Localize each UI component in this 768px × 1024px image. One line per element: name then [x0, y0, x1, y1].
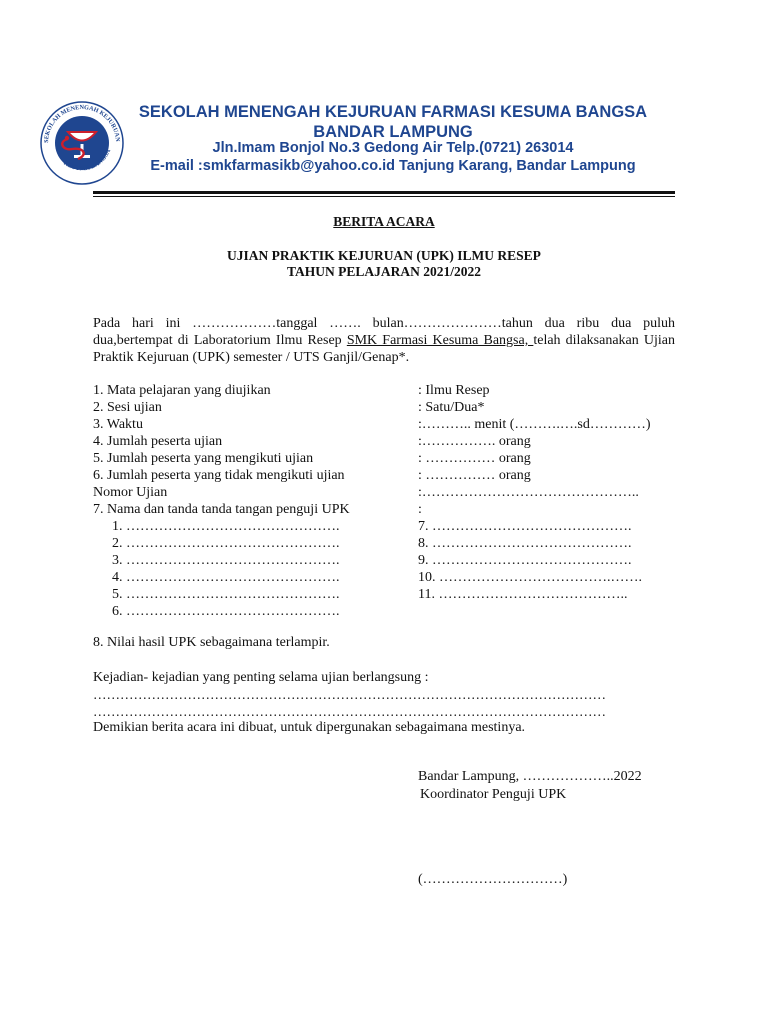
examiner-line: 2. ……………………………………….: [112, 536, 340, 551]
intro-paragraph: [93, 315, 675, 366]
examiner-line: 11. …………………………………..: [418, 587, 628, 602]
item-value: : …………… orang: [418, 451, 531, 466]
closing-statement: Demikian berita acara ini dibuat, untuk dipergunakan sebagaimana mestinya.: [93, 720, 526, 735]
school-name-line: SEKOLAH MENENGAH KEJURUAN FARMASI KESUMA BANGSA: [138, 103, 648, 121]
item-value: :……….. menit (……….….sd…………): [418, 417, 651, 432]
examiner-line: 8. …………………………………….: [418, 536, 632, 551]
examiner-line: 5. ……………………………………….: [112, 587, 340, 602]
item-label: 5. Jumlah peserta yang mengikuti ujian: [93, 451, 314, 466]
item-label: 4. Jumlah peserta ujian: [93, 434, 223, 449]
item-label: 2. Sesi ujian: [93, 400, 162, 415]
school-logo: [38, 99, 126, 187]
item-label: 1. Mata pelajaran yang diujikan: [93, 383, 271, 398]
item-label: 6. Jumlah peserta yang tidak mengikuti ujian: [93, 468, 345, 483]
signature-name: (…………………………): [418, 872, 568, 887]
examiner-line: 9. …………………………………….: [418, 553, 632, 568]
item-8: 8. Nilai hasil UPK sebagaimana terlampir.: [93, 635, 330, 650]
logo-top-text: SEKOLAH MENENGAH KEJURUAN: [42, 103, 122, 144]
header-rule-thick: [93, 191, 675, 194]
item-value: :……………. orang: [418, 434, 531, 449]
intro-text-2: telah dilaksanakan Ujian Praktik Kejuruan (UPK) semester / UTS Ganjil/Genap*.: [93, 333, 675, 365]
school-email: E-mail :smkfarmasikb@yahoo.co.id Tanjung Karang, Bandar Lampung: [150, 158, 636, 174]
signature-place-date: Bandar Lampung, ………………..2022: [418, 769, 642, 784]
school-city: BANDAR LAMPUNG: [313, 123, 473, 141]
examiner-line: 10. ……………………………….…….: [418, 570, 642, 585]
logo-bottom-text: KESUMA BANGSA: [62, 148, 113, 173]
events-line-1: ……………………………………………………………………………………………………: [93, 687, 606, 702]
item-value: :: [418, 502, 422, 517]
examiner-line: 7. …………………………………….: [418, 519, 632, 534]
events-label: Kejadian- kejadian yang penting selama ujian berlangsung :: [93, 670, 429, 685]
header-rule-thin: [93, 196, 675, 197]
document-subtitle-2: TAHUN PELAJARAN 2021/2022: [286, 264, 481, 279]
school-name: [118, 102, 668, 142]
events-line-2: ……………………………………………………………………………………………………: [93, 704, 606, 719]
item-value: : Ilmu Resep: [418, 383, 490, 398]
item-label: 3. Waktu: [93, 417, 143, 432]
item-value: : …………… orang: [418, 468, 531, 483]
item-label: 7. Nama dan tanda tanda tangan penguji UPK: [93, 502, 350, 517]
examiner-line: 6. ……………………………………….: [112, 604, 340, 619]
examiner-line: 3. ……………………………………….: [112, 553, 340, 568]
examiner-line: 1. ……………………………………….: [112, 519, 340, 534]
examiner-line: 4. ……………………………………….: [112, 570, 340, 585]
item-value: :………………………………………..: [418, 485, 639, 500]
item-value: : Satu/Dua*: [418, 400, 485, 415]
signature-role: Koordinator Penguji UPK: [420, 787, 567, 802]
item-label: Nomor Ujian: [93, 485, 168, 500]
intro-school-underlined: SMK Farmasi Kesuma Bangsa,: [346, 333, 534, 348]
school-address: Jln.Imam Bonjol No.3 Gedong Air Telp.(0721) 263014: [212, 140, 574, 156]
document-subtitle-1: UJIAN PRAKTIK KEJURUAN (UPK) ILMU RESEP: [227, 248, 541, 263]
intro-text-1: Pada hari ini ………………tanggal ……. bulan…………………tahun dua ribu dua puluh dua,bertempat di Laboratorium Ilmu Resep: [93, 316, 675, 348]
document-title: BERITA ACARA: [333, 214, 435, 229]
